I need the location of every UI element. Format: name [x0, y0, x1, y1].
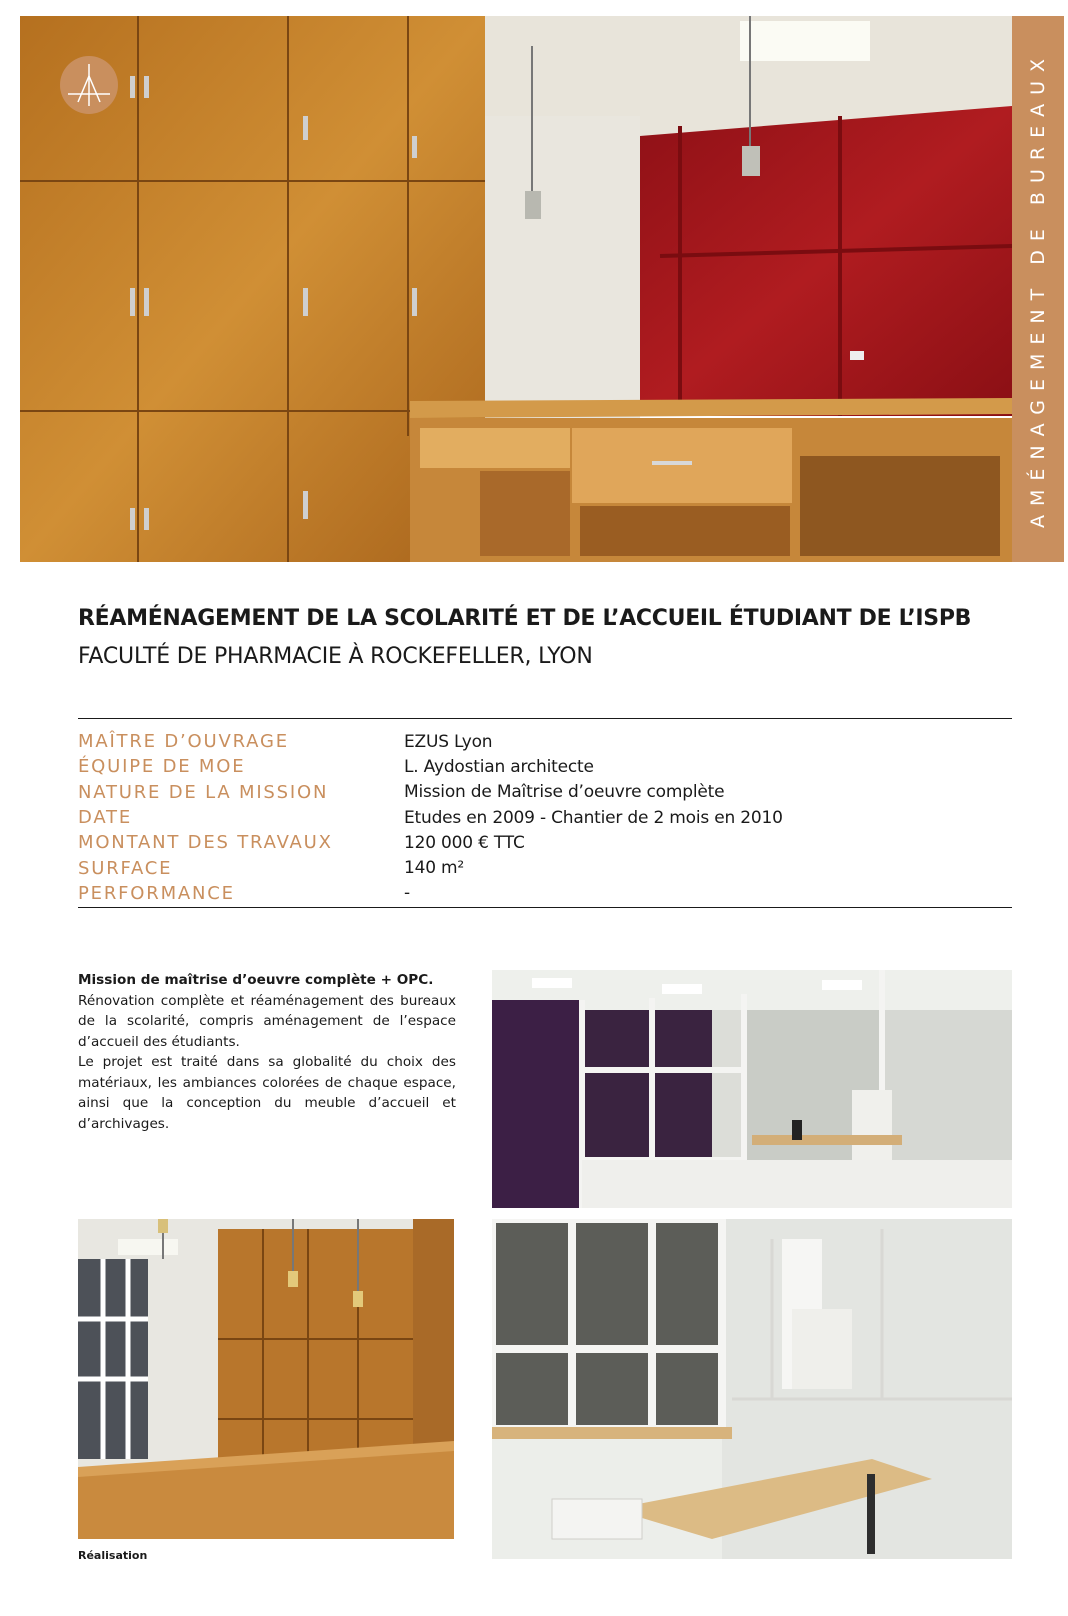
info-label: SURFACE	[78, 857, 173, 879]
info-label: MONTANT DES TRAVAUX	[78, 832, 333, 854]
photo-reception-counter	[78, 1219, 454, 1539]
info-value: -	[404, 883, 410, 904]
page-title: RÉAMÉNAGEMENT DE LA SCOLARITÉ ET DE L’ACCUEIL ÉTUDIANT DE L’ISPB	[78, 606, 972, 631]
page-subtitle: FACULTÉ DE PHARMACIE À ROCKEFELLER, LYON	[78, 644, 593, 669]
info-value: EZUS Lyon	[404, 731, 493, 752]
info-value: 120 000 € TTC	[404, 832, 525, 853]
info-value: Etudes en 2009 - Chantier de 2 mois en 2010	[404, 807, 783, 828]
photo-caption: Réalisation	[78, 1549, 148, 1562]
side-band	[1012, 16, 1064, 562]
info-value: Mission de Maîtrise d’oeuvre complète	[404, 782, 725, 803]
photo-office-windows	[492, 1219, 1012, 1559]
description-heading: Mission de maîtrise d’oeuvre complète + OPC.	[78, 972, 434, 988]
info-row-cost	[78, 830, 1012, 855]
hero-photo	[20, 16, 1012, 562]
info-label: NATURE DE LA MISSION	[78, 781, 329, 803]
info-row-performance	[78, 881, 1012, 906]
info-value: L. Aydostian architecte	[404, 756, 594, 777]
description-paragraph: Rénovation complète et réaménagement des bureaux de la scolarité, compris aménagement de l’espace d’accueil des étudiants.	[78, 992, 456, 1050]
info-label: PERFORMANCE	[78, 882, 235, 904]
logo-mark	[60, 56, 118, 114]
info-label: MAÎTRE D’OUVRAGE	[78, 731, 289, 753]
info-row-team	[78, 754, 1012, 779]
project-description	[78, 970, 456, 1134]
info-value: 140 m²	[404, 858, 465, 879]
info-label: ÉQUIPE DE MOE	[78, 756, 246, 778]
description-paragraph: Le projet est traité dans sa globalité du choix des matériaux, les ambiances colorées de chaque espace, ainsi que la conception du meuble d’accueil et d’archivages.	[78, 1054, 456, 1132]
info-label: DATE	[78, 807, 133, 829]
photo-office-windows-illustration	[492, 1219, 1012, 1559]
hero-photo-illustration	[20, 16, 1012, 562]
info-row-mission	[78, 780, 1012, 805]
logo	[60, 56, 118, 114]
photo-office-partitions-illustration	[492, 970, 1012, 1208]
side-band-label: AMÉNAGEMENT DE BUREAUX	[1027, 50, 1049, 528]
project-info-table	[78, 718, 1012, 908]
photo-office-partitions	[492, 970, 1012, 1208]
info-row-surface	[78, 855, 1012, 880]
photo-reception-counter-illustration	[78, 1219, 454, 1539]
info-row-client	[78, 729, 1012, 754]
info-row-date	[78, 805, 1012, 830]
